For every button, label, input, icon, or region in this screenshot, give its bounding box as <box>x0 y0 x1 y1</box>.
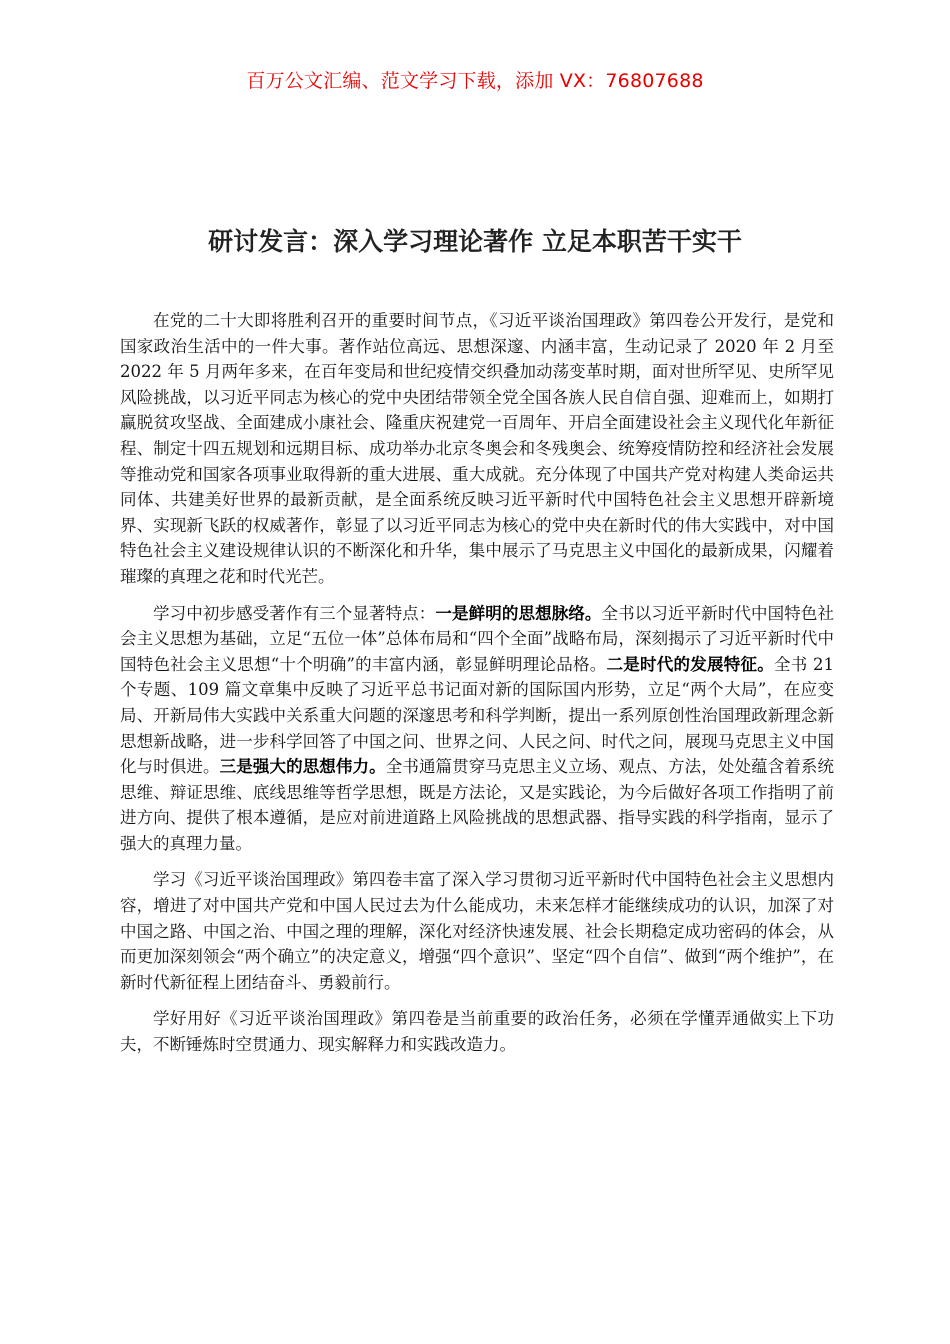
feature-heading-1: 一是鲜明的思想脉络。 <box>435 603 602 623</box>
feature-heading-3: 三是强大的思想伟力。 <box>219 757 386 777</box>
paragraph-intro: 学习中初步感受著作有三个显著特点： <box>153 603 436 623</box>
paragraph-text: 在党的二十大即将胜利召开的重要时间节点，《习近平谈治国理政》第四卷公开发行，是党和国家政治生活中的一件大事。著作站位高远、思想深邃、内涵丰富，生动记录了 2020 年 2 月至 2022 年 5 月两年多来，在百年变局和世纪疫情交织叠加动荡变革时期，面对世所罕见、史所罕见风险挑战，以习近平同志为核心的党中央团结带领全党全国各族人民自信自强、迎难而上，如期打赢脱贫攻坚战、全面建成小康社会、隆重庆祝建党一百周年、开启全面建设社会主义现代化年新征程、制定十四五规划和远期目标、成功举办北京冬奥会和冬残奥会、统筹疫情防控和经济社会发展等推动党和国家各项事业取得新的重大进展、重大成就。充分体现了中国共产党对构建人类命运共同体、共建美好世界的最新贡献，是全面系统反映习近平新时代中国特色社会主义思想开辟新境界、实现新飞跃的权威著作，彰显了以习近平同志为核心的党中央在新时代的伟大实践中，对中国特色社会主义建设规律认识的不断深化和升华，集中展示了马克思主义中国化的最新成果，闪耀着璀璨的真理之花和时代光芒。 <box>120 311 834 586</box>
feature-text-1: 全书以习近平新时代中国特色社会主义思想为基础，立足“五位一体”总体布局和“四个全面”战略布局，深刻揭示了习近平新时代中国特色社会主义思想“十个明确”的丰富内涵，彰显鲜明理论品格。 <box>120 603 835 674</box>
paragraph-text: 学好用好《习近平谈治国理政》第四卷是当前重要的政治任务，必须在学懂弄通做实上下功夫，不断锤炼时空贯通力、现实解释力和实践改造力。 <box>120 1009 834 1055</box>
document-body <box>120 308 834 1069</box>
feature-heading-2: 二是时代的发展特征。 <box>606 654 774 674</box>
page-title: 研讨发言：深入学习理论著作 立足本职苦干实干 <box>208 227 742 256</box>
paragraph-4 <box>120 1006 834 1057</box>
feature-text-3: 全书通篇贯穿马克思主义立场、观点、方法，处处蕴含着系统思维、辩证思维、底线思维等哲学思想，既是方法论，又是实践论，为今后做好各项工作指明了前进方向、提供了根本遵循，是应对前进道路上风险挑战的思想武器、指导实践的科学指南，显示了强大的真理力量。 <box>120 757 835 853</box>
paragraph-3 <box>120 867 834 995</box>
paragraph-1 <box>120 308 834 590</box>
feature-text-2: 全书 21 个专题、109 篇文章集中反映了习近平总书记面对新的国际国内形势，立足“两个大局”，在应变局、开新局伟大实践中关系重大问题的深邃思考和科学判断，提出一系列原创性治国理政新理念新思想新战略，进一步科学回答了中国之问、世界之问、人民之问、时代之问，展现马克思主义中国化与时俱进。 <box>120 654 834 777</box>
header-banner: 百万公文汇编、范文学习下载，添加 VX：76807688 <box>246 70 704 92</box>
paragraph-2 <box>120 601 834 857</box>
paragraph-text: 学习《习近平谈治国理政》第四卷丰富了深入学习贯彻习近平新时代中国特色社会主义思想内容，增进了对中国共产党和中国人民过去为什么能成功，未来怎样才能继续成功的认识，加深了对中国之路、中国之治、中国之理的理解，深化对经济快速发展、社会长期稳定成功密码的体会，从而更加深刻领会“两个确立”的决定意义，增强“四个意识”、坚定“四个自信”、做到“两个维护”，在新时代新征程上团结奋斗、勇毅前行。 <box>120 870 834 992</box>
